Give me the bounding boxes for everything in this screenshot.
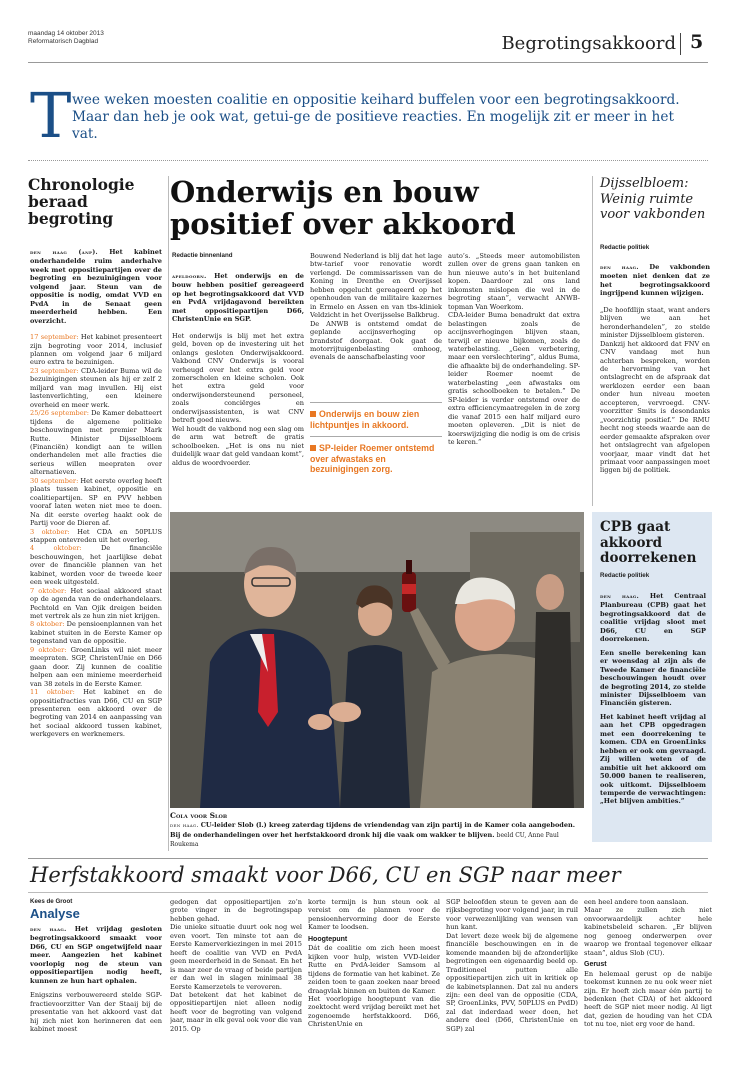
section-title: Begrotingsakkoord (501, 33, 676, 54)
dijsselbloem-headline: Dijsselbloem: Weinig ruimte voor vakbonden (600, 176, 706, 222)
chronologie-entry (30, 544, 162, 586)
paper-name: Reformatorisch Dagblad (28, 38, 99, 45)
dijsselbloem-byline: Redactie politiek (600, 244, 650, 251)
cpb-headline: CPB gaat akkoord doorrekenen (600, 519, 697, 566)
chronologie-entry (30, 528, 162, 545)
main-lead: Het onderwijs en de bouw hebben positief gereageerd op het begrotingsakkoord dat VVD en PvdA vrijdagavond bereikten met oppositiepartijen D66, ChristenUnie en SGP. (172, 272, 304, 324)
analyse-col-3 (308, 898, 440, 1060)
analyse-col-1 (30, 925, 162, 1060)
pullquote-1: Onderwijs en bouw zien lichtpuntjes in akkoord. (310, 409, 420, 430)
chronologie-entry-date: 23 september: (30, 366, 79, 375)
chronologie-entry-text: Het kabinet presenteert zijn begroting voor 2014, inclusief plannen om volgend jaar 6 miljard euro extra te bezuinigen. (30, 333, 162, 367)
chronologie-entry (30, 587, 162, 621)
issue-date: maandag 14 oktober 2013 (28, 30, 104, 37)
analyse-lead: Het vrijdag gesloten begrotingsakkoord smaakt voor D66, CU en SGP ongetwijfeld naar meer. Aangezien het kabinet voorlopig nog de steun van oppositiepartijen nodig heeft, kunnen ze hun hart ophalen. (30, 925, 162, 985)
analyse-author: Kees de Groot (30, 898, 73, 905)
photo-credit: beeld CU, Anne Paul Roukema (170, 831, 559, 848)
chronologie-entry-text: GroenLinks wil niet meer meepraten. SGP, ChristenUnie en D66 gaan door. Zij kunnen de coalitie helpen aan een minieme meerderheid van 38 zetels in de Eerste Kamer. (30, 645, 162, 688)
analyse-subhead-1: Hoogtepunt (308, 935, 348, 943)
analyse-col-2: gedogen dat oppositiepartijen zo’n grote vinger in de begrotingspap hebben gehad. Die unieke situatie duurt ook nog wel even voort. Ten minste tot aan de Eerste Kamerverkiezingen in mei 2015 heeft de coalitie van VVD en PvdA geen meerderheid in de Senaat. En het is maar zeer de vraag of beide partijen er dan wel in slagen minimaal 38 Eerste Kamerzetels te veroveren. Dat betekent dat het kabinet de oppositiepartijen niet alleen nodig heeft voor de begroting van volgend jaar, maar in elk geval ook voor die van 2015. Op (170, 898, 302, 1033)
analyse-col-5 (584, 898, 712, 1060)
chronologie-entry-text: Het CDA en 50PLUS stappen ontevreden uit het overleg. (30, 527, 162, 544)
chronologie-entry (30, 333, 162, 367)
chronologie-entry-text: Het sociaal akkoord staat op de agenda van de onderhandelaars. Pechtold en Van Ojik dreigen beiden met vertrek als ze hun zin niet krijgen. (30, 586, 162, 621)
dijsselbloem-body (600, 263, 710, 503)
cpb-byline: Redactie politiek (600, 572, 650, 579)
pullquotes (310, 402, 442, 475)
caption-title: Cola voor Slob (170, 811, 228, 820)
chronologie-entry (30, 688, 162, 739)
chronologie-place: den haag (anp). (30, 249, 98, 256)
chronologie-entry-text: De Kamer debatteert tijdens de algemene politieke beschouwingen met premier Mark Rutte. Minister Dijsselbloem (Financiën) kondigt aan te willen onderhandelen met alle fracties die serieus willen meepraten over alternatieven. (30, 409, 162, 477)
chronologie-entry-text: CDA-leider Buma wil de bezuinigingen steunen als hij er zelf 2 miljard van mag invullen. Hij eist lastenverlichting, een kleinere overheid en meer werk. (30, 366, 162, 409)
analyse-col3b-text: Dát de coalitie om zich heen moest kijken voor hulp, wisten VVD-leider Rutte en PvdA-leider Samsom al tijdens de formatie van het kabinet. Ze zeiden toen te gaan zoeken naar breed draagvlak binnen en buiten de Kamer. Het voorlopige hoogtepunt van die zoektocht werd vrijdag bereikt met het zogenoemde herfstakkoord. D66, ChristenUnie en (308, 944, 440, 1029)
chronologie-entry-date: 7 oktober: (30, 586, 67, 595)
cpb-body2: Een snelle berekening kan er woensdag al zijn als de Tweede Kamer de financiële beschouwingen houdt over de begroting 2014, zo stelde minister Dijsselbloem van Financiën gisteren. (600, 648, 706, 708)
chronologie-entry-text: Het kabinet en de oppositiefracties van D66, CU en SGP presenteren een akkoord over de begroting van 2014 en aanpassing van het sociaal akkoord tussen kabinet, werkgevers en werknemers. (30, 688, 162, 739)
analyse-subhead-2: Gerust (584, 961, 607, 969)
chronologie-entry-date: 11 oktober: (30, 688, 75, 697)
analyse-col3-text: korte termijn is hun steun ook al vereist om de plannen voor de pensioenhervorming door de Eerste Kamer te loodsen. (308, 898, 440, 932)
chronologie-entry-date: 4 oktober: (30, 544, 82, 553)
chronologie-entry (30, 477, 162, 528)
chronologie-title: Chronologie beraad begroting (28, 175, 135, 228)
main-col-3: auto’s. „Steeds meer automobilisten zullen over de grens gaan tanken en hun nieuwe auto’s in het buitenland kopen. Daardoor zal ons land inkomsten mislopen die wel in de begroting staan”, verwacht ANWB-topman Van Woerkom. CDA-leider Buma benadrukt dat extra belastingen zoals de accijnsverhogingen blijven staan, terwijl er nieuwe bijkomen, zoals de waterbelasting. „Geen verbetering, maar een verslechtering”, aldus Buma, die afhaakte bij de onderhandeling. SP-leider Roemer noemt de waterbelasting „een afwastaks om gratis schoolboeken te betalen.” De SP-leider is verder ontstemd over de extra efficiencymaatregelen in de zorg die vanaf 2015 een half miljard euro moeten opleveren. „Dit is niet de koerswijziging die nodig is om de crisis te keren.” (448, 252, 580, 446)
main-col-1 (172, 272, 304, 502)
chronologie-entry-text: De pensioenplannen van het kabinet stuiten in de Eerste Kamer op tegenstand van de oppositie. (30, 620, 162, 646)
dijsselbloem-place: den haag. (600, 264, 639, 271)
chronologie-entry-date: 8 oktober: (30, 620, 65, 629)
main-headline: Onderwijs en bouw positief over akkoord (170, 175, 516, 241)
chronologie-entry (30, 409, 162, 477)
cpb-body1: Het Centraal Planbureau (CPB) gaat het begrotingsakkoord dat de coalitie vrijdag sloot met D66, CU en SGP doorrekenen. (600, 592, 706, 644)
analyse-col5-text: een heel andere toon aanslaan. Maar ze zullen zich niet onvoorwaardelijk achter hele kabinetsbeleid scharen. „Er blijven nog genoeg onderwerpen over waarop we frontaal tegenover elkaar staan”, aldus Slob (CU). (584, 898, 712, 957)
chronologie-body (30, 248, 162, 853)
photo-illustration (170, 512, 584, 808)
chronologie-list (30, 333, 162, 739)
chronologie-entry-date: 25/26 september: (30, 409, 89, 418)
news-photo (170, 512, 584, 808)
caption-place: den haag. (170, 822, 199, 830)
photo-caption (170, 812, 584, 849)
masthead (28, 30, 104, 46)
header-divider (680, 33, 681, 55)
analyse-col5b-text: En helemaal gerust op de nabije toekomst kunnen ze nu ook weer niet zijn. Er hoeft zich maar één partij te bedenken (het CDA) of het akkoord heeft de SGP niet meer nodig. Al ligt dat, gezien de houding van het CDA tot nu toe, niet erg voor de hand. (584, 969, 712, 1029)
cpb-place: den haag. (600, 593, 640, 600)
cpb-body (600, 592, 706, 838)
main-col1-text: Het onderwijs is blij met het extra geld, boven op de investering uit het onlangs gesloten Onderwijsakkoord. Vakbond CNV Onderwijs is vooral verheugd over het extra geld voor zomerscholen en kleine scholen. Ook het extra geld voor onderwijsondersteunend personeel, zoals conciërges en onderwijsassistenten, is wat CNV betreft goed nieuws. Wel houdt de vakbond nog een slag om de arm wat betreft de gratis schoolboeken. „Het is ons nu niet duidelijk waar dat geld vandaan komt”, aldus de woordvoerder. (172, 331, 304, 467)
main-place: apeldoorn. (172, 273, 207, 280)
chronologie-entry-date: 9 oktober: (30, 645, 67, 654)
chronologie-entry (30, 646, 162, 688)
chronologie-entry (30, 620, 162, 645)
chronologie-entry-text: De financiële beschouwingen, het jaarlijkse debat over de financiële plannen van het kabinet, worden voor de tweede keer een week uitgesteld. (30, 544, 162, 587)
intro-text: wee weken moesten coalitie en oppositie keihard buffelen voor een begrotingsakkoord. Maar dan heb je ook wat, getui-ge de positieve reacties. En mogelijk zit er meer in het vat. (72, 92, 680, 142)
analyse-col1-text: Enigszins verbouwereerd stelde SGP-fractievoorzitter Van der Staaij bij de presentatie van het akkoord vast dat hij zich niet kon herinneren dat een kabinet moest (30, 991, 162, 1033)
dijsselbloem-text: „De hoofdlijn staat, want anders blijven we aan het heronderhandelen”, zo stelde minister Dijsselbloem gisteren. Dankzij het akkoord dat FNV en CNV vandaag met hun achterban bespreken, worden de hervorming van het ontslagrecht en de afspraak dat werklozen eerder een baan onder hun niveau moeten accepteren, vervroegd. CNV-voorzitter Smits is desondanks „voorzichtig positief.” De RMU hecht nog steeds waarde aan de eerder gemaakte afspraken over het ontslagrecht van afgelopen voorjaar, maar vindt dat het primaat voor aanpassingen moet liggen bij de politiek. (600, 305, 710, 475)
dijsselbloem-lead: De vakbonden moeten niet denken dat ze het begrotingsakkoord ingrijpend kunnen wijzigen. (600, 263, 710, 298)
page-number: 5 (690, 31, 704, 53)
intro-dropcap: T (30, 79, 72, 152)
cpb-body3: Het kabinet heeft vrijdag al aan het CPB opgedragen met een doorrekening te komen. CDA en GroenLinks hebben er ook om gevraagd. Zij willen weten of de ambitie uit het akkoord om 50.000 banen te realiseren, ook uitkomt. Dijsselbloem temperde de verwachtingen: „Het blijven ambities.” (600, 712, 706, 806)
caption-text: CU-leider Slob (l.) kreeg zaterdag tijdens de vriendendag van zijn partij in de Kamer cola aangeboden. Bij de onderhandelingen over het herfstakkoord dronk hij die vaak om wakker te blijven. (170, 821, 575, 839)
analyse-headline: Herfstakkoord smaakt voor D66, CU en SGP naar meer (30, 863, 621, 887)
chronologie-entry-text: Het eerste overleg heeft plaats tussen kabinet, oppositie en coalitiepartijen. SP en PVV hebben vooraf laten weten niet mee te doen. Na dit eerste overleg haakt ook de Partij voor de Dieren af. (30, 476, 162, 528)
pullquote-2: SP-leider Roemer ontstemd over afwastaks en bezuinigingen zorg. (310, 443, 435, 474)
chronologie-entry-date: 30 september: (30, 476, 79, 485)
cpb-box (592, 512, 712, 842)
main-byline: Redactie binnenland (172, 252, 233, 259)
chronologie-entry-date: 17 september: (30, 333, 79, 342)
analyse-place: den haag. (30, 926, 67, 933)
chronologie-entry (30, 367, 162, 409)
chronologie-entry-date: 3 oktober: (30, 527, 70, 536)
main-col-2: Bouwend Nederland is blij dat het lage btw-tarief voor renovatie wordt verlengd. De commissarissen van de Koning in Drenthe en Overijssel hebben opgelucht gereageerd op het openhouden van de militaire kazernes in Ermelo en Assen en van tbs-kliniek Veldzicht in het Overijsselse Balkbrug. De ANWB is ontstemd omdat de geplande accijnsverhoging op brandstof doorgaat. Ook gaat de motorrijtuigenbelasting omhoog, evenals de aanschafbelasting voor (310, 252, 442, 362)
analyse-col-4: SGP beloofden steun te geven aan de rijksbegroting voor volgend jaar, in ruil voor verwezenlijking van wensen van hun kant. Dat levert deze week bij de algemene financiële beschouwingen en in de komende maanden bij de afzonderlijke begrotingen een eigenaardig beeld op. Traditioneel putten alle oppositiepartijen zich uit in kritiek op de kabinetsplannen. Dat zal nu anders zijn: een deel van de oppositie (CDA, SP, GroenLinks, PVV, 50PLUS en PvdD) zal dat inderdaad weer doen, het andere deel (D66, ChristenUnie en SGP) zal (446, 898, 578, 1033)
chronologie-lead: Het kabinet onderhandelde ruim anderhalve week met oppositiepartijen over de begroting en bezuinigingen voor volgend jaar. Steun van de oppositie is nodig, omdat VVD en PvdA in de Senaat geen meerderheid hebben. Een overzicht. (30, 248, 162, 325)
analyse-label: Analyse (30, 906, 80, 921)
